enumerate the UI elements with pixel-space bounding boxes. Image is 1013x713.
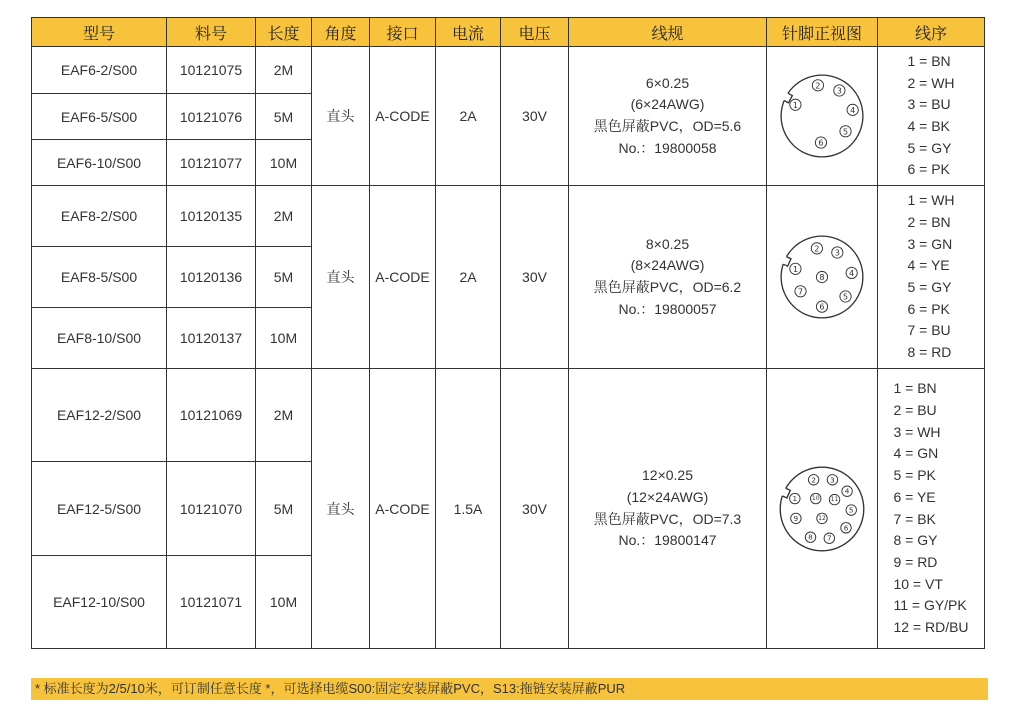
- spec-table: [31, 17, 985, 649]
- pin-number: 2: [814, 243, 820, 254]
- length-cell: 5M: [256, 247, 312, 308]
- part-number-cell: 10120137: [167, 308, 256, 369]
- wire-gauge-jacket: 黑色屏蔽PVC，OD=5.6: [593, 118, 742, 134]
- pin-view-cell: [767, 47, 878, 186]
- pin-3: [827, 474, 837, 484]
- wire-order-item: 7 = BU: [907, 322, 951, 339]
- header-part-number: 料号: [167, 18, 256, 47]
- length-cell: 5M: [256, 462, 312, 556]
- pin-7: [795, 286, 806, 297]
- pin-number: 3: [830, 474, 835, 484]
- wire-order-list: [907, 190, 954, 364]
- pin-6: [816, 301, 827, 312]
- pin-5: [840, 126, 851, 137]
- wire-gauge-cable-number: No.：19800057: [618, 300, 717, 317]
- wire-order-item: 6 = PK: [907, 300, 950, 317]
- current-cell: 1.5A: [436, 369, 501, 649]
- pin-view-cell: [767, 186, 878, 369]
- wire-order-item: 7 = BK: [893, 510, 936, 527]
- header-model: 型号: [32, 18, 167, 47]
- pin-number: 10: [811, 494, 820, 502]
- pin-number: 1: [792, 99, 799, 110]
- pin-face-diagram: [775, 462, 869, 556]
- wire-order-item: 5 = PK: [893, 467, 936, 484]
- wire-order-item: 1 = BN: [893, 380, 937, 397]
- wire-order-item: 5 = GY: [907, 279, 952, 295]
- wire-gauge-cell: [569, 186, 767, 369]
- model-cell: EAF12-10/S00: [32, 556, 167, 649]
- footer-note: * 标准长度为2/5/10米，可订制任意长度 *，可选择电缆S00:固定安装屏蔽PVC，S13:拖链安装屏蔽PUR: [31, 678, 988, 700]
- wire-order-item: 1 = WH: [907, 192, 955, 209]
- pin-view-cell: [767, 369, 878, 649]
- pin-6: [841, 522, 851, 532]
- pin-number: 1: [792, 263, 799, 274]
- model-cell: EAF6-10/S00: [32, 140, 167, 186]
- pin-1: [790, 263, 801, 274]
- pin-number: 7: [826, 533, 832, 543]
- model-cell: EAF8-2/S00: [32, 186, 167, 247]
- pin-number: 3: [834, 247, 840, 258]
- wire-order-item: 6 = PK: [907, 161, 950, 178]
- current-cell: 2A: [436, 47, 501, 186]
- pin-number: 11: [830, 495, 839, 503]
- wire-order-cell: [878, 369, 985, 649]
- header-interface: 接口: [370, 18, 436, 47]
- pin-number: 6: [819, 301, 825, 312]
- wire-gauge-size: 8×0.25: [645, 235, 690, 252]
- pin-3: [834, 85, 845, 96]
- wire-order-item: 8 = RD: [907, 344, 952, 361]
- pin-2: [808, 474, 818, 484]
- model-cell: EAF12-5/S00: [32, 462, 167, 556]
- interface-cell: A-CODE: [370, 47, 436, 186]
- interface-cell: A-CODE: [370, 369, 436, 649]
- wire-order-item: 11 = GY/PK: [893, 597, 967, 614]
- header-angle: 角度: [312, 18, 370, 47]
- wire-order-item: 3 = GN: [907, 235, 953, 252]
- wire-order-item: 10 = VT: [893, 575, 943, 592]
- wire-gauge-cable-number: No.：19800147: [618, 532, 717, 549]
- pin-7: [824, 533, 834, 543]
- pin-face-diagram: [776, 231, 868, 323]
- pin-10: [811, 493, 821, 503]
- voltage-cell: 30V: [501, 186, 569, 369]
- wire-gauge-jacket: 黑色屏蔽PVC，OD=6.2: [593, 279, 742, 295]
- pin-number: 1: [792, 493, 798, 503]
- current-cell: 2A: [436, 186, 501, 369]
- pin-8: [816, 271, 827, 282]
- wire-order-item: 6 = YE: [893, 488, 936, 505]
- wire-order-item: 4 = BK: [907, 118, 950, 134]
- wire-order-item: 9 = RD: [893, 553, 938, 570]
- pin-number: 6: [818, 137, 824, 148]
- part-number-cell: 10121076: [167, 94, 256, 140]
- pin-number: 5: [842, 126, 849, 137]
- interface-cell: A-CODE: [370, 186, 436, 369]
- wire-gauge-jacket: 黑色屏蔽PVC，OD=7.3: [593, 510, 742, 527]
- pin-number: 8: [808, 532, 813, 542]
- header-pin-view: 针脚正视图: [767, 18, 878, 47]
- pin-number: 3: [836, 85, 842, 96]
- wire-order-item: 4 = YE: [907, 257, 950, 274]
- pin-number: 4: [850, 104, 856, 115]
- pin-number: 5: [848, 505, 854, 515]
- voltage-cell: 30V: [501, 369, 569, 649]
- part-number-cell: 10120136: [167, 247, 256, 308]
- wire-gauge-size: 6×0.25: [645, 74, 690, 91]
- pin-number: 8: [819, 272, 825, 282]
- model-cell: EAF6-2/S00: [32, 47, 167, 94]
- part-number-cell: 10121071: [167, 556, 256, 649]
- pin-2: [812, 80, 823, 91]
- part-number-cell: 10121070: [167, 462, 256, 556]
- wire-order-item: 2 = BU: [893, 401, 937, 418]
- header-wire-gauge: 线规: [569, 18, 767, 47]
- wire-order-cell: [878, 186, 985, 369]
- wire-order-item: 8 = GY: [893, 532, 938, 549]
- wire-order-list: [907, 51, 954, 181]
- part-number-cell: 10121077: [167, 140, 256, 186]
- pin-number: 7: [797, 286, 804, 297]
- pin-12: [817, 513, 827, 523]
- header-length: 长度: [256, 18, 312, 47]
- wire-gauge-awg: (12×24AWG): [626, 488, 709, 505]
- part-number-cell: 10120135: [167, 186, 256, 247]
- model-cell: EAF12-2/S00: [32, 369, 167, 462]
- pin-5: [846, 504, 856, 514]
- wire-order-item: 12 = RD/BU: [893, 619, 969, 636]
- pin-4: [846, 267, 857, 278]
- model-cell: EAF8-10/S00: [32, 308, 167, 369]
- wire-gauge-awg: (6×24AWG): [630, 96, 705, 113]
- pin-number: 9: [793, 513, 799, 523]
- angle-cell: 直头: [312, 369, 370, 649]
- header-voltage: 电压: [501, 18, 569, 47]
- part-number-cell: 10121075: [167, 47, 256, 94]
- pin-number: 12: [818, 514, 826, 522]
- wire-order-item: 3 = WH: [893, 423, 941, 440]
- model-cell: EAF8-5/S00: [32, 247, 167, 308]
- wire-order-item: 1 = BN: [907, 52, 951, 69]
- header-current: 电流: [436, 18, 501, 47]
- length-cell: 5M: [256, 94, 312, 140]
- pin-5: [840, 291, 851, 302]
- voltage-cell: 30V: [501, 47, 569, 186]
- wire-order-cell: [878, 47, 985, 186]
- wire-order-list: [893, 378, 968, 638]
- pin-11: [829, 494, 839, 504]
- pin-9: [791, 513, 801, 523]
- wire-gauge-cell: [569, 369, 767, 649]
- angle-cell: 直头: [312, 47, 370, 186]
- pin-4: [842, 486, 852, 496]
- length-cell: 10M: [256, 308, 312, 369]
- pin-1: [790, 493, 800, 503]
- pin-2: [811, 243, 822, 254]
- pin-number: 6: [843, 522, 849, 532]
- wire-order-item: 3 = BU: [907, 96, 951, 113]
- pin-8: [805, 531, 815, 541]
- wire-gauge-awg: (8×24AWG): [630, 257, 705, 274]
- pin-6: [815, 137, 826, 148]
- part-number-cell: 10121069: [167, 369, 256, 462]
- pin-3: [832, 247, 843, 258]
- model-cell: EAF6-5/S00: [32, 94, 167, 140]
- length-cell: 10M: [256, 556, 312, 649]
- wire-order-item: 2 = WH: [907, 74, 955, 91]
- wire-gauge-cell: [569, 47, 767, 186]
- angle-cell: 直头: [312, 186, 370, 369]
- pin-number: 2: [811, 474, 816, 484]
- wire-order-item: 5 = GY: [907, 139, 952, 156]
- pin-4: [847, 104, 858, 115]
- wire-gauge-size: 12×0.25: [642, 467, 693, 484]
- pin-face-diagram: [776, 70, 868, 162]
- wire-gauge-cable-number: No.：19800058: [618, 139, 717, 156]
- pin-1: [790, 99, 801, 110]
- pin-number: 4: [849, 267, 855, 278]
- length-cell: 2M: [256, 369, 312, 462]
- pin-number: 4: [844, 486, 850, 496]
- length-cell: 2M: [256, 186, 312, 247]
- pin-number: 5: [842, 291, 849, 302]
- wire-order-item: 4 = GN: [893, 445, 939, 462]
- wire-order-item: 2 = BN: [907, 213, 951, 230]
- length-cell: 2M: [256, 47, 312, 94]
- header-wire-order: 线序: [878, 18, 985, 47]
- length-cell: 10M: [256, 140, 312, 186]
- pin-number: 2: [815, 80, 821, 91]
